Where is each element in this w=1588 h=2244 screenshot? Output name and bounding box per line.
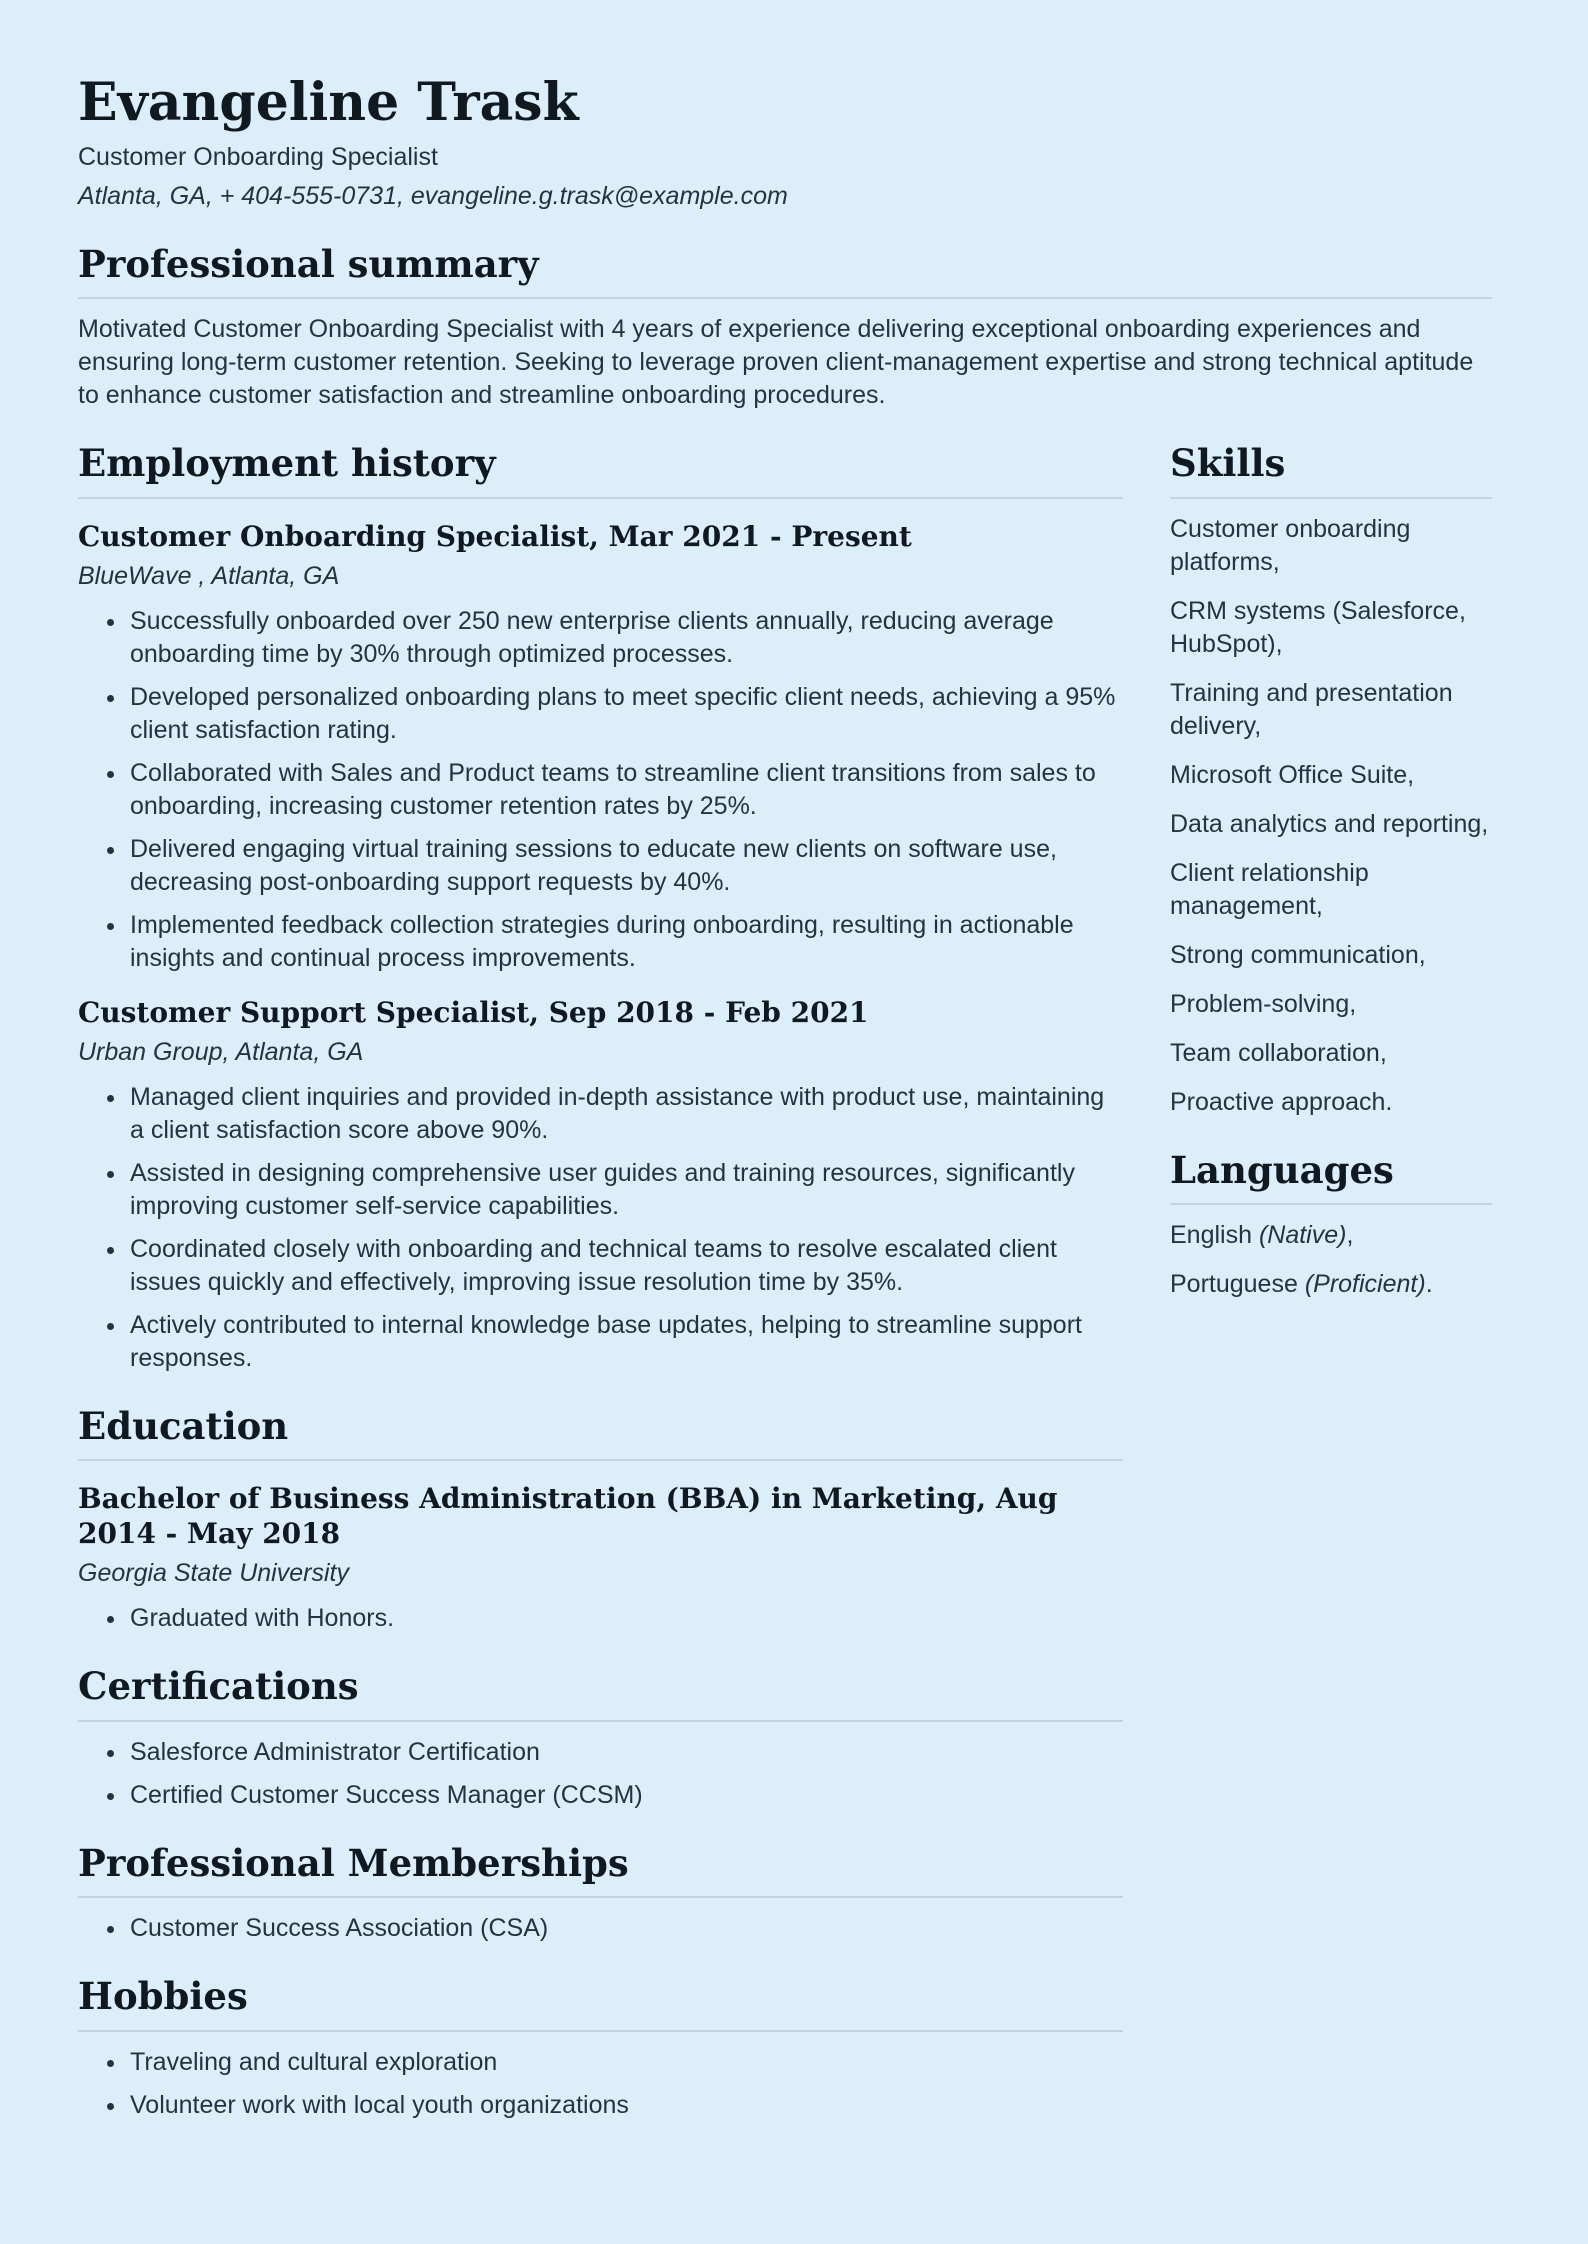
job-company: Urban Group, Atlanta, GA bbox=[78, 1037, 364, 1066]
hobbies-list bbox=[78, 2046, 1123, 2122]
language-item bbox=[1170, 1268, 1492, 1301]
language-level: (Native) bbox=[1258, 1221, 1347, 1250]
education-bullet-list bbox=[78, 1602, 1123, 1635]
heading-professional-memberships: Professional Memberships bbox=[78, 1842, 1123, 1899]
sidebar-column bbox=[1170, 412, 1492, 1317]
heading-languages: Languages bbox=[1170, 1149, 1492, 1206]
job-bullet: • Collaborated with Sales and Product teams to streamline client transitions from sales to onboarding, increasing customer retention rates by 25%. bbox=[128, 757, 1123, 823]
resume-header bbox=[78, 72, 1492, 213]
skill-item: Client relationship management, bbox=[1170, 858, 1369, 920]
job-title: Customer Onboarding Specialist, Mar 2021 - Present bbox=[78, 519, 912, 553]
job-bullet: • Actively contributed to internal knowledge base updates, helping to streamline support responses. bbox=[128, 1309, 1123, 1375]
job-bullet: • Managed client inquiries and provided in-depth assistance with product use, maintaining a client satisfaction score above 90%. bbox=[128, 1081, 1123, 1147]
person-job-title: Customer Onboarding Specialist bbox=[78, 142, 438, 171]
section-employment-history bbox=[78, 442, 1123, 1375]
skill-item: Strong communication, bbox=[1170, 940, 1426, 969]
contact-line: Atlanta, GA, + 404-555-0731, evangeline.g.trask@example.com bbox=[78, 181, 788, 210]
language-suffix: , bbox=[1346, 1221, 1354, 1250]
heading-skills: Skills bbox=[1170, 442, 1492, 499]
education-bullet: • Graduated with Honors. bbox=[128, 1602, 1123, 1635]
education-degree: Bachelor of Business Administration (BBA) in Marketing, Aug 2014 - May 2018 bbox=[78, 1482, 1058, 1551]
language-item bbox=[1170, 1219, 1492, 1252]
language-name: Portuguese bbox=[1170, 1270, 1298, 1299]
language-level: (Proficient) bbox=[1304, 1270, 1426, 1299]
language-suffix: . bbox=[1425, 1270, 1433, 1299]
job-title: Customer Support Specialist, Sep 2018 - Feb 2021 bbox=[78, 995, 869, 1029]
job-bullet: • Delivered engaging virtual training sessions to educate new clients on software use, decreasing post-onboarding support requests by 40%. bbox=[128, 833, 1123, 899]
certification-item: • Salesforce Administrator Certification bbox=[128, 1736, 1123, 1769]
job-bullet: • Successfully onboarded over 250 new enterprise clients annually, reducing average onboarding time by 30% through optimized processes. bbox=[128, 605, 1123, 671]
language-name: English bbox=[1170, 1221, 1252, 1250]
skill-item: Proactive approach. bbox=[1170, 1087, 1393, 1116]
heading-certifications: Certifications bbox=[78, 1665, 1123, 1722]
skill-item: Team collaboration, bbox=[1170, 1038, 1387, 1067]
section-skills bbox=[1170, 442, 1492, 1119]
section-certifications bbox=[78, 1665, 1123, 1812]
section-education bbox=[78, 1405, 1123, 1636]
section-professional-memberships bbox=[78, 1842, 1123, 1946]
main-column bbox=[78, 412, 1123, 2132]
membership-item: • Customer Success Association (CSA) bbox=[128, 1912, 1123, 1945]
section-languages bbox=[1170, 1149, 1492, 1302]
education-school: Georgia State University bbox=[78, 1559, 349, 1588]
skill-item: Data analytics and reporting, bbox=[1170, 809, 1489, 838]
skill-item: Problem-solving, bbox=[1170, 989, 1357, 1018]
heading-employment-history: Employment history bbox=[78, 442, 1123, 499]
heading-education: Education bbox=[78, 1405, 1123, 1462]
person-name: Evangeline Trask bbox=[78, 72, 579, 133]
two-column-layout bbox=[78, 412, 1492, 2132]
hobby-item: • Traveling and cultural exploration bbox=[128, 2046, 1123, 2079]
heading-professional-summary: Professional summary bbox=[78, 243, 1492, 300]
certification-item: • Certified Customer Success Manager (CCSM) bbox=[128, 1779, 1123, 1812]
hobby-item: • Volunteer work with local youth organizations bbox=[128, 2089, 1123, 2122]
memberships-list bbox=[78, 1912, 1123, 1945]
job-bullet-list bbox=[78, 1081, 1123, 1375]
certifications-list bbox=[78, 1736, 1123, 1812]
job-company: BlueWave , Atlanta, GA bbox=[78, 561, 340, 590]
job-bullet: • Implemented feedback collection strategies during onboarding, resulting in actionable insights and continual process improvements. bbox=[128, 909, 1123, 975]
summary-text: Motivated Customer Onboarding Specialist with 4 years of experience delivering exceptional onboarding experiences and ensuring long-term customer retention. Seeking to leverage proven client-management expertise and strong technical aptitude to enhance customer satisfaction and streamline onboarding procedures. bbox=[78, 315, 1474, 410]
skill-item: Microsoft Office Suite, bbox=[1170, 760, 1415, 789]
job-bullet: • Coordinated closely with onboarding and technical teams to resolve escalated client issues quickly and effectively, improving issue resolution time by 35%. bbox=[128, 1233, 1123, 1299]
heading-hobbies: Hobbies bbox=[78, 1975, 1123, 2032]
job-bullet: • Developed personalized onboarding plans to meet specific client needs, achieving a 95% client satisfaction rating. bbox=[128, 681, 1123, 747]
skill-item: Customer onboarding platforms, bbox=[1170, 514, 1411, 576]
skill-item: Training and presentation delivery, bbox=[1170, 678, 1453, 740]
job-bullet: • Assisted in designing comprehensive user guides and training resources, significantly improving customer self-service capabilities. bbox=[128, 1157, 1123, 1223]
section-professional-summary bbox=[78, 243, 1492, 413]
section-hobbies bbox=[78, 1975, 1123, 2122]
skill-item: CRM systems (Salesforce, HubSpot), bbox=[1170, 596, 1466, 658]
job-bullet-list bbox=[78, 605, 1123, 975]
